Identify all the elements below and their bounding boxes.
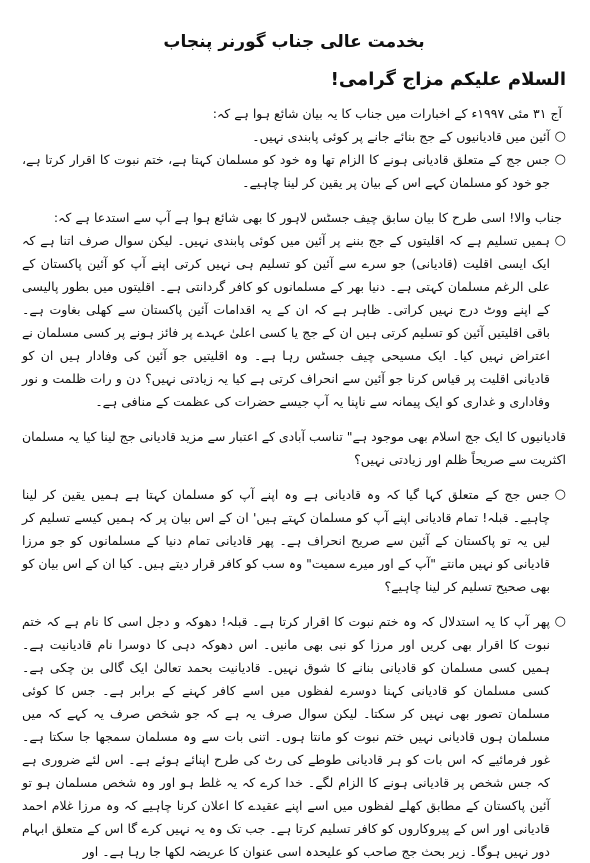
bullet-item: ○ پھر آپ کا یہ استدلال کہ وہ ختم نبوت کا اقرار کرتا ہے۔ قبلہ! دھوکہ و دجل اسی کا نام ہے کہ ختم نبوت کا اقرار بھی کریں اور مرزا کو نبی بھی مانیں۔ اس دھوکہ دہی کا دوسرا نام قادیانیت ہے۔ ہمیں کسی مسلمان کو قادیانی بنانے کا شوق نہیں۔ قادیانیت بحمد تعالیٰ ایک گالی بن چکی ہے۔ کسی مسلمان کو قادیانی کہنا دوسرے لفظوں میں اسے کافر کہنے کے برابر ہے۔ جس کا کوئی مسلمان تصور بھی نہیں کر سکتا۔ لیکن سوال صرف یہ ہے کہ جو شخص صرف یہ کہے کہ میں مسلمان ہوں قادیانی نہیں ختم نبوت کو مانتا ہوں۔ اتنی بات سے وہ مسلمان سمجھا جا سکتا ہے۔ غور فرمائیے کہ اس بات کو ہر قادیانی طوطے کی رٹ کی طرح اپنائے ہوئے ہے۔ اس لئے ضروری ہے کہ جس شخص پر قادیانی ہونے کا الزام لگے۔ خدا کرے کہ یہ غلط ہو اور وہ شخص مسلمان ہو تو آئین پاکستان کے مطابق کھلے لفظوں میں اسے اپنے عقیدے کا اعلان کرنا چاہیے کہ وہ مرزا غلام احمد قادیانی اور اس کے پیروکاروں کو کافر تسلیم کرتا ہے۔ جب تک وہ یہ نہیں کرے گا اس کے متعلق ابہام دور نہیں ہوگا۔ زیر بحث جج صاحب کو علیحدہ اسی عنوان کا عریضہ لکھا جا رہا ہے۔ اور [22, 610, 566, 863]
intro-paragraph-2: جناب والا! اسی طرح کا بیان سابق چیف جسٹس لاہور کا بھی شائع ہوا ہے آپ سے استدعا ہے کہ: [53, 210, 562, 225]
bullet-item: ○ جس جج کے متعلق کہا گیا کہ وہ قادیانی ہے وہ اپنے آپ کو مسلمان کہتا ہے ہمیں یقین کر لینا چاہیے۔ قبلہ! تمام قادیانی اپنے آپ کو مسلمان کہتے ہیں' ان کے اس بیان پر کہ ہمیں کیسے تسلیم کر لیں یہ تو پاکستان کے آئین سے صریح انحراف ہے۔ پھر قادیانی تمام دنیا کے مسلمانوں کو جو مرزا قادیانی کو نہیں مانتے "آپ کے اور میرے سمیت" وہ سب کو کافر قرار دیتے ہیں۔ کیا ان کے اس بیان کو بھی صحیح تسلیم کر لینا چاہیے؟ [22, 483, 566, 598]
paragraph-judge: قادیانیوں کا ایک جج اسلام بھی موجود ہے" تناسب آبادی کے اعتبار سے مزید قادیانی جج لینا کیا یہ مسلمان اکثریت سے صریحاً ظلم اور زیادتی نہیں؟ [22, 429, 566, 467]
salutation: السلام علیکم مزاج گرامی! [330, 69, 566, 90]
intro-paragraph: آج ۳۱ مئی ۱۹۹۷ء کے اخبارات میں جناب کا یہ بیان شائع ہوا ہے کہ: [212, 106, 562, 121]
bullet-item: ○ جس جج کے متعلق قادیانی ہونے کا الزام تھا وہ خود کو مسلمان کہتا ہے، ختم نبوت کا اقرار کرتا ہے، جو خود کو مسلمان کہے اس کے بیان پر یقین کر لینا چاہیے۔ [22, 148, 566, 194]
bullet-item: ○ ہمیں تسلیم ہے کہ اقلیتوں کے جج بننے پر آئین میں کوئی پابندی نہیں۔ لیکن سوال صرف اتنا ہے کہ ایک ایسی اقلیت (قادیانی) جو سرے سے آئین کو تسلیم ہی نہیں کرتی اپنے آپ کو آئین پاکستان کے علی الرغم مسلمان کہتی ہے۔ دنیا بھر کے مسلمانوں کو کافر گردانتی ہے۔ اقلیتوں میں بطور پالیسی کے اپنے ووٹ درج نہیں کراتی۔ ظاہر ہے کہ ان کے یہ اقدامات آئین پاکستان سے کھلی بغاوت ہے۔ باقی اقلیتیں آئین کو تسلیم کرتی ہیں ان کے جج یا کسی اعلیٰ عہدے پر فائز ہونے پر کسی مسلمان نے اعتراض نہیں کیا۔ ایک مسیحی چیف جسٹس رہا ہے۔ وہ اقلیتیں جو آئین کی وفادار ہیں ان کو قادیانی اقلیت پر قیاس کرنا جو آئین سے انحراف کرتی ہے کیا یہ زیادتی نہیں؟ دن و رات ظلمت و نور وفاداری و غداری کو ایک پیمانہ سے ناپنا یہ آپ جیسے حضرات کی عظمت کے منافی ہے۔ [22, 229, 566, 413]
bullet-item: ○ آئین میں قادیانیوں کے جج بنائے جانے پر کوئی پابندی نہیں۔ [22, 125, 566, 148]
letter-title: بخدمت عالی جناب گورنر پنجاب [163, 32, 425, 52]
